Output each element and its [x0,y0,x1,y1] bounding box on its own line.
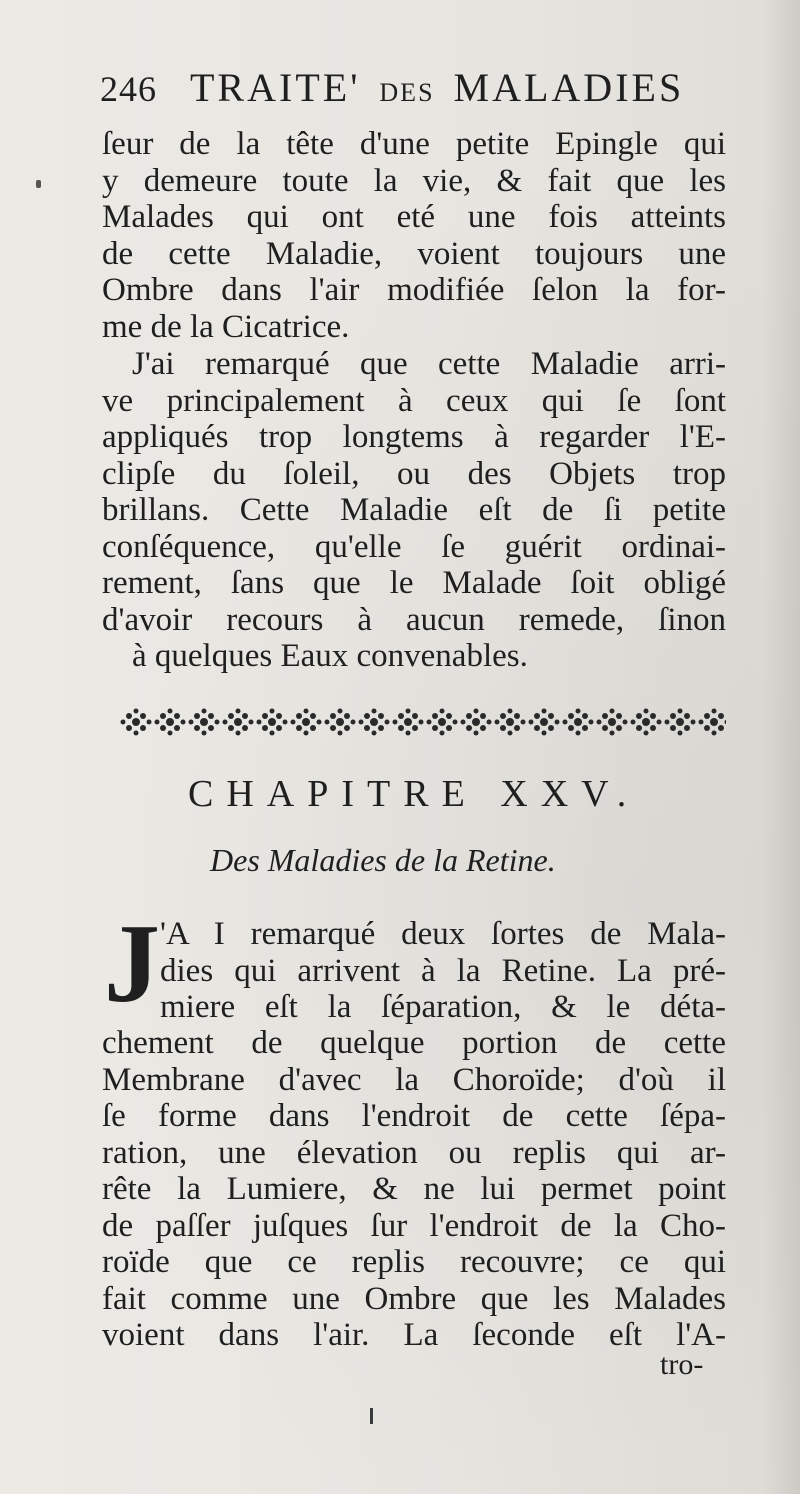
running-title-part1: TRAITE' [190,65,361,110]
drop-cap-letter: J [104,902,160,1026]
running-title [190,64,684,111]
text-line: ſe forme dans l'endroit de cette ſépa- [102,1098,726,1134]
running-header [100,62,720,112]
text-line: roïde que ce replis recouvre; ce qui [102,1244,726,1280]
text-line: ve principalement à ceux qui ſe ſont [102,382,726,419]
paragraph-continuation [102,126,726,345]
bottom-ink-mark [370,1408,373,1424]
text-line: rement, ſans que le Malade ſoit obligé [102,565,726,601]
text-line: ſeur de la tête d'une petite Epingle qui [102,126,726,162]
text-line: J'ai remarqué que cette Maladie arri- [132,346,726,382]
text-line: appliqués trop longtems à regarder l'E- [102,419,726,455]
text-line: de cette Maladie, voient toujours une [102,235,726,272]
chapter-subtitle: Des Maladies de la Retine. [210,842,556,878]
text-line: dies qui arrivent à la Retine. La pré- [160,952,726,989]
text-line: ration, une élevation ou replis qui ar- [102,1134,726,1171]
text-line: conſéquence, qu'elle ſe guérit ordinai- [102,528,726,565]
text-line: d'avoir recours à aucun remede, ſinon [102,601,726,638]
text-line: clipſe du ſoleil, ou des Objets trop [102,455,726,492]
chapter-body-opening [160,916,726,1026]
text-line: voient dans l'air. La ſeconde eſt l'A- [102,1317,726,1353]
page-edge-shadow [762,0,800,1494]
text-line: 'A I remarqué deux ſortes de Mala- [160,916,726,952]
running-title-part2: DES [379,78,435,107]
ornamental-fleuron-band [118,700,726,744]
chapter-body-continuation [102,1025,726,1354]
text-line: brillans. Cette Maladie eſt de ſi petite [102,492,726,528]
paragraph-observation [102,346,726,675]
margin-speck [36,180,41,188]
text-line: miere eſt la ſéparation, & le déta- [160,989,726,1025]
text-line: rête la Lumiere, & ne lui permet point [102,1171,726,1207]
text-line: chement de quelque portion de cette [102,1025,726,1061]
text-line: me de la Cicatrice. [102,308,350,345]
text-line: à quelques Eaux convenables. [132,638,528,674]
page-number: 246 [100,69,157,109]
chapter-heading: CHAPITRE XXV. [188,773,640,815]
running-title-part3: MALADIES [453,65,685,110]
text-line: Malades qui ont eté une fois atteints [102,199,726,235]
text-line: fait comme une Ombre que les Malades [102,1280,726,1317]
text-line: Membrane d'avec la Choroïde; d'où il [102,1061,726,1098]
catchword: tro- [660,1348,704,1381]
text-line: y demeure toute la vie, & fait que les [102,162,726,199]
text-line: de paſſer juſques ſur l'endroit de la Cho- [102,1207,726,1244]
text-line: Ombre dans l'air modifiée ſelon la for- [102,272,726,308]
